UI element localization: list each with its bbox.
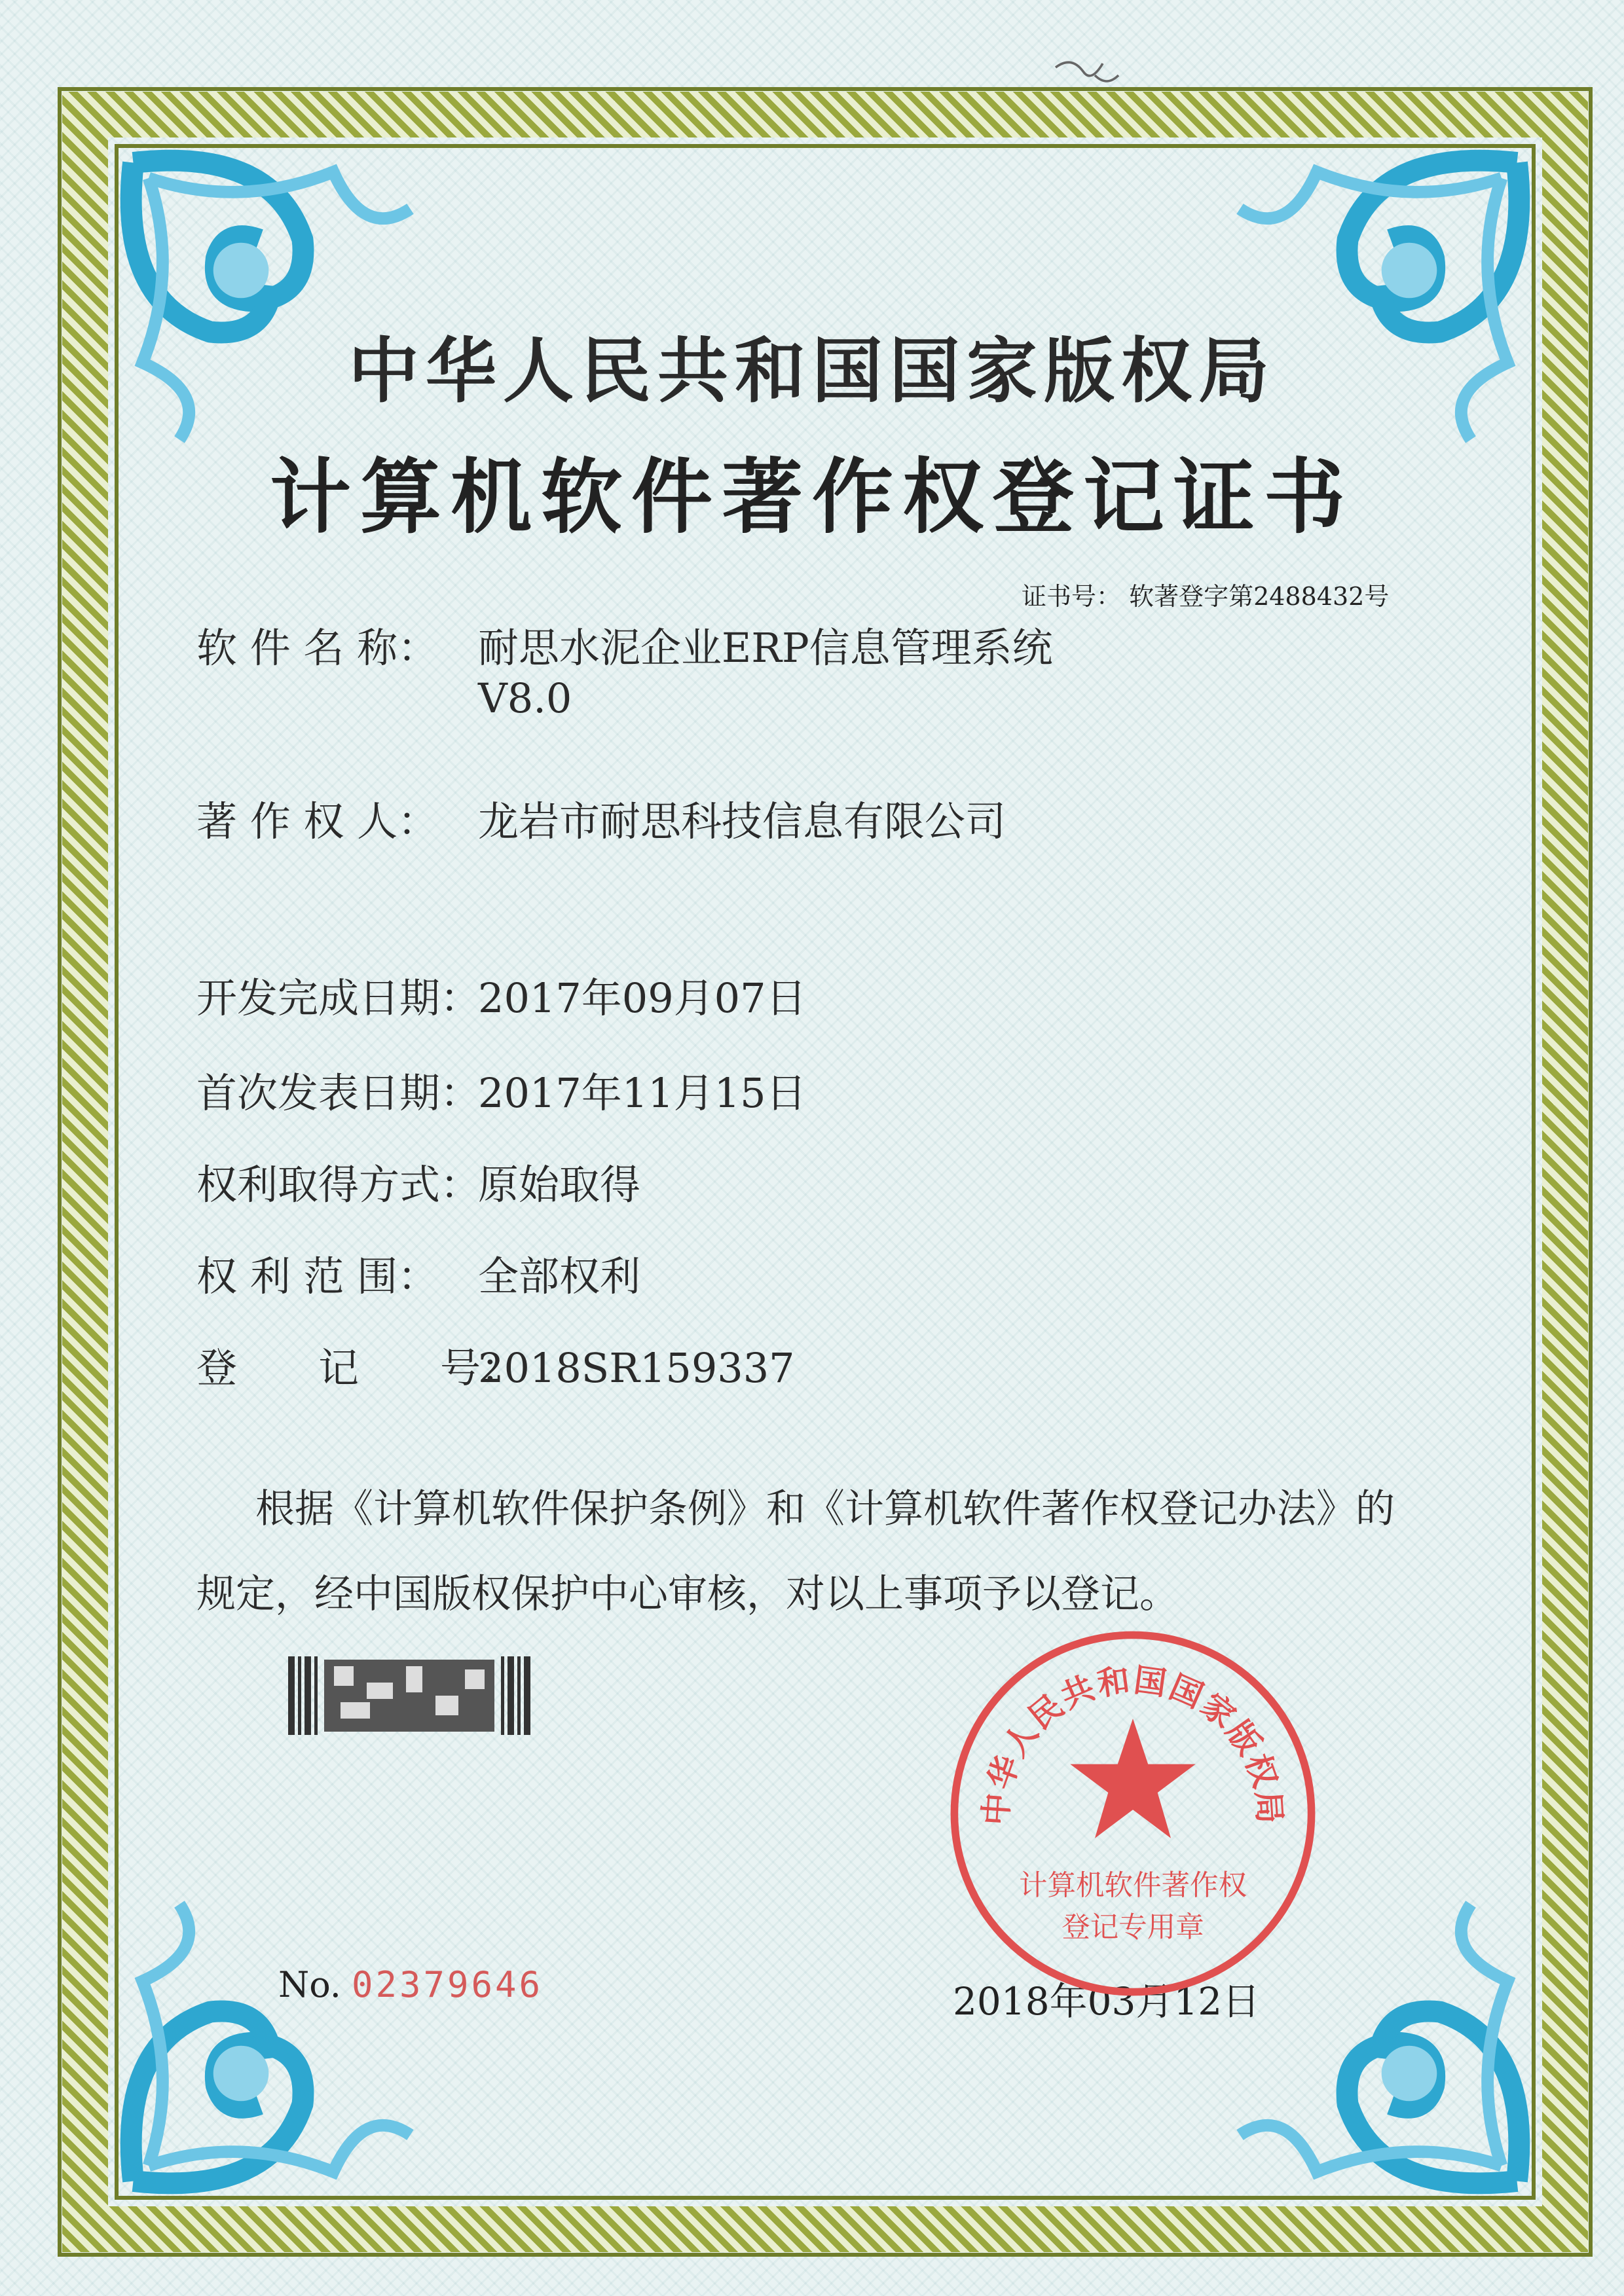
field-label: 软 件 名 称： xyxy=(196,624,439,672)
field-value: 耐思水泥企业ERP信息管理系统 xyxy=(478,624,1053,672)
legal-statement xyxy=(196,1467,1441,1637)
statement-line-1: 根据《计算机软件保护条例》和《计算机软件著作权登记办法》的 xyxy=(255,1486,1395,1532)
field-label: 权 利 范 围： xyxy=(196,1252,439,1300)
certificate-title: 计算机软件著作权登记证书 xyxy=(269,450,1354,545)
field-value: 全部权利 xyxy=(478,1252,641,1300)
barcode-icon xyxy=(288,1656,530,1735)
field-software-name xyxy=(196,615,1053,674)
field-value: 2018SR159337 xyxy=(478,1344,795,1392)
official-seal xyxy=(943,1624,1323,2003)
handwritten-mark xyxy=(1048,49,1126,101)
serial-number xyxy=(278,1964,543,2005)
field-rights-scope xyxy=(196,1244,640,1302)
field-value-line2: V8.0 xyxy=(478,674,572,722)
field-publication-date xyxy=(196,1061,807,1119)
field-label: 著 作 权 人： xyxy=(196,797,439,845)
field-label: 权利取得方式： xyxy=(196,1161,481,1209)
field-label: 开发完成日期： xyxy=(196,974,481,1022)
field-software-version xyxy=(196,674,572,722)
serial-prefix: No. xyxy=(278,1964,341,2005)
certificate-number: 证书号： 软著登字第2488432号 xyxy=(1022,582,1390,611)
field-copyright-owner xyxy=(196,789,1006,847)
issue-date: 2018年03月12日 xyxy=(953,1979,1261,2024)
seal-line-1: 计算机软件著作权 xyxy=(1019,1869,1247,1903)
corner-ornament-bottom-left xyxy=(118,1889,426,2196)
field-completion-date xyxy=(196,966,807,1024)
field-value: 2017年09月07日 xyxy=(478,974,807,1022)
statement-line-2: 规定，经中国版权保护中心审核，对以上事项予以登记。 xyxy=(196,1571,1179,1617)
serial-value: 02379646 xyxy=(351,1964,544,2005)
field-value: 龙岩市耐思科技信息有限公司 xyxy=(478,797,1006,845)
field-value: 2017年11月15日 xyxy=(478,1069,807,1117)
field-value: 原始取得 xyxy=(478,1161,641,1209)
seal-line-2: 登记专用章 xyxy=(1061,1911,1204,1944)
field-acquisition-method xyxy=(196,1152,640,1211)
field-registration-number xyxy=(196,1336,795,1394)
seal-ring-text: 中华人民共和国国家版权局 xyxy=(976,1660,1289,1827)
field-label: 登 记 号： xyxy=(196,1344,522,1392)
authority-title: 中华人民共和国国家版权局 xyxy=(348,330,1276,412)
field-label: 首次发表日期： xyxy=(196,1069,481,1117)
